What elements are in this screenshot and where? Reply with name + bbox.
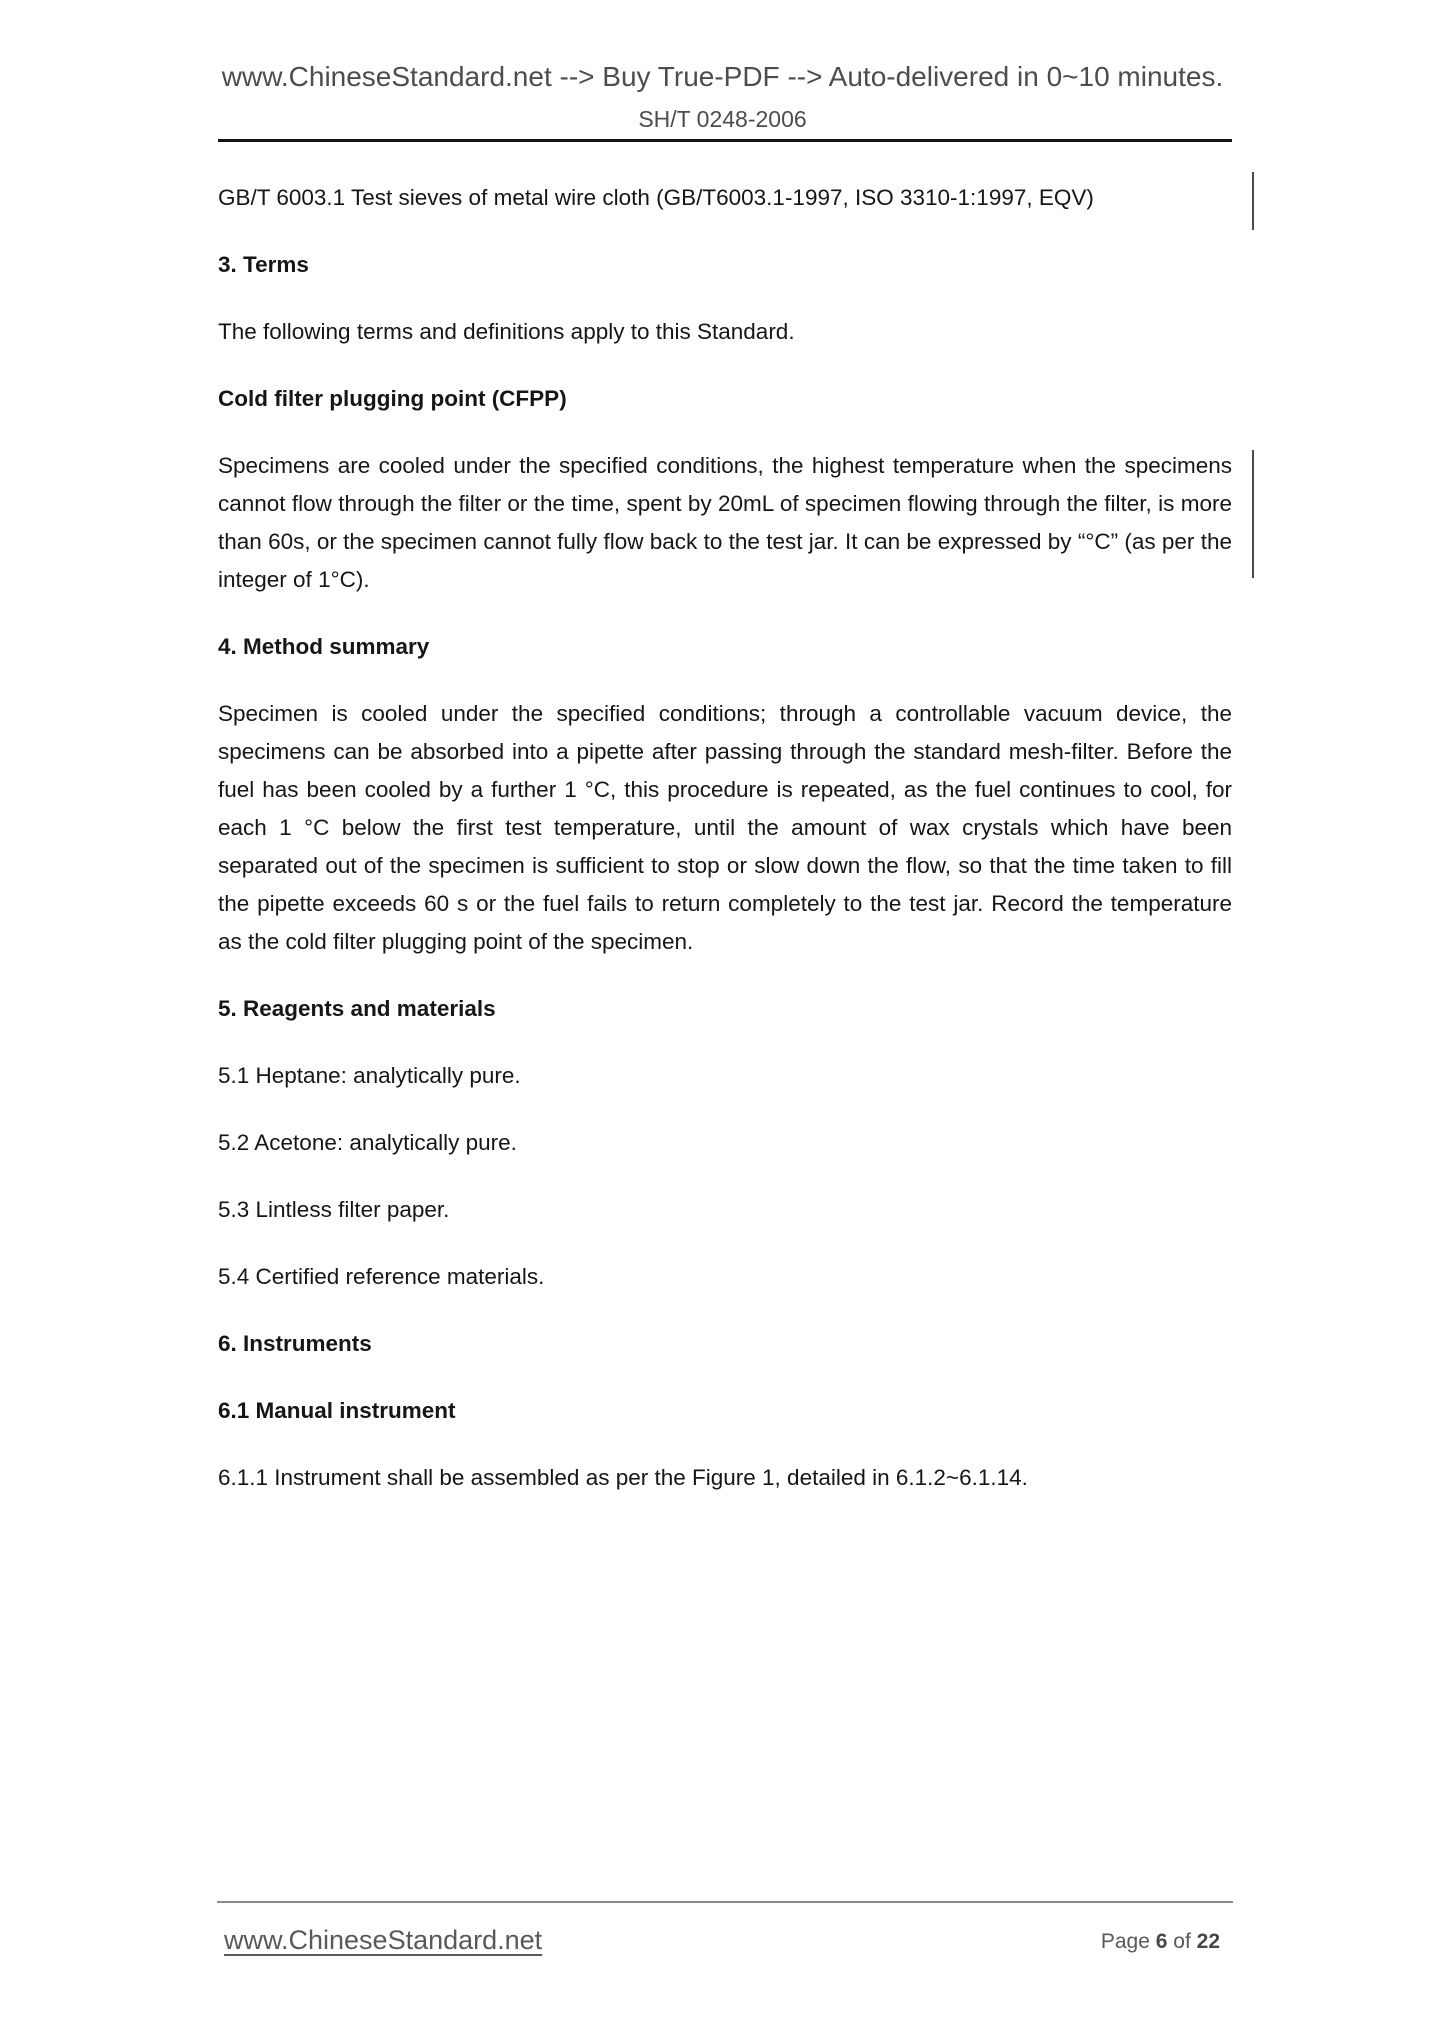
reagent-item-reference-materials: 5.4 Certified reference materials. xyxy=(218,1264,545,1289)
reference-line: GB/T 6003.1 Test sieves of metal wire cloth (GB/T6003.1-1997, ISO 3310-1:1997, EQV) xyxy=(218,185,1094,210)
page-word: Page xyxy=(1100,1930,1156,1953)
terms-intro-paragraph: The following terms and definitions apply to this Standard. xyxy=(218,319,795,344)
reagent-item-heptane: 5.1 Heptane: analytically pure. xyxy=(218,1063,521,1088)
of-word: of xyxy=(1167,1930,1197,1953)
instrument-assembly-paragraph: 6.1.1 Instrument shall be assembled as per the Figure 1, detailed in 6.1.2~6.1.14. xyxy=(218,1465,1028,1490)
section-heading-reagents: 5. Reagents and materials xyxy=(218,996,496,1021)
header-banner-text: www.ChineseStandard.net --> Buy True-PDF --> Auto-delivered in 0~10 minutes. xyxy=(221,61,1224,92)
cfpp-term-heading: Cold filter plugging point (CFPP) xyxy=(218,386,567,411)
subsection-heading-manual-instrument: 6.1 Manual instrument xyxy=(218,1398,456,1423)
header-doc-number: SH/T 0248-2006 xyxy=(638,106,807,132)
document-content xyxy=(218,179,1232,1497)
header-rule xyxy=(218,139,1232,142)
footer-site-link[interactable]: www.ChineseStandard.net xyxy=(224,1925,543,1955)
footer-rule xyxy=(217,1901,1233,1903)
change-bar xyxy=(1252,450,1254,578)
section-heading-terms: 3. Terms xyxy=(218,252,309,277)
change-bar xyxy=(1252,172,1254,230)
section-heading-instruments: 6. Instruments xyxy=(218,1331,372,1356)
page-number: 6 xyxy=(1155,1930,1168,1953)
method-summary-paragraph: Specimen is cooled under the specified conditions; through a controllable vacuum device, the specimens can be absorbed into a pipette after passing through the standard mesh-filter. Before the fuel has been cooled by a further 1 °C, this procedure is repeated, as the fuel continues to cool, for each 1 °C below the first test temperature, until the amount of wax crystals which have been separated out of the specimen is sufficient to stop or slow down the flow, so that the time taken to fill the pipette exceeds 60 s or the fuel fails to return completely to the test jar. Record the temperature as the cold filter plugging point of the specimen. xyxy=(218,701,1232,954)
page-indicator xyxy=(1101,1929,1220,1955)
reagent-item-filter-paper: 5.3 Lintless filter paper. xyxy=(218,1197,450,1222)
section-heading-method-summary: 4. Method summary xyxy=(218,634,430,659)
reagent-item-acetone: 5.2 Acetone: analytically pure. xyxy=(218,1130,517,1155)
page-total: 22 xyxy=(1196,1930,1220,1953)
cfpp-definition-paragraph: Specimens are cooled under the specified conditions, the highest temperature when the specimens cannot flow through the filter or the time, spent by 20mL of specimen flowing through the filter, is more than 60s, or the specimen cannot fully flow back to the test jar. It can be expressed by “°C” (as per the integer of 1°C). xyxy=(218,453,1232,592)
